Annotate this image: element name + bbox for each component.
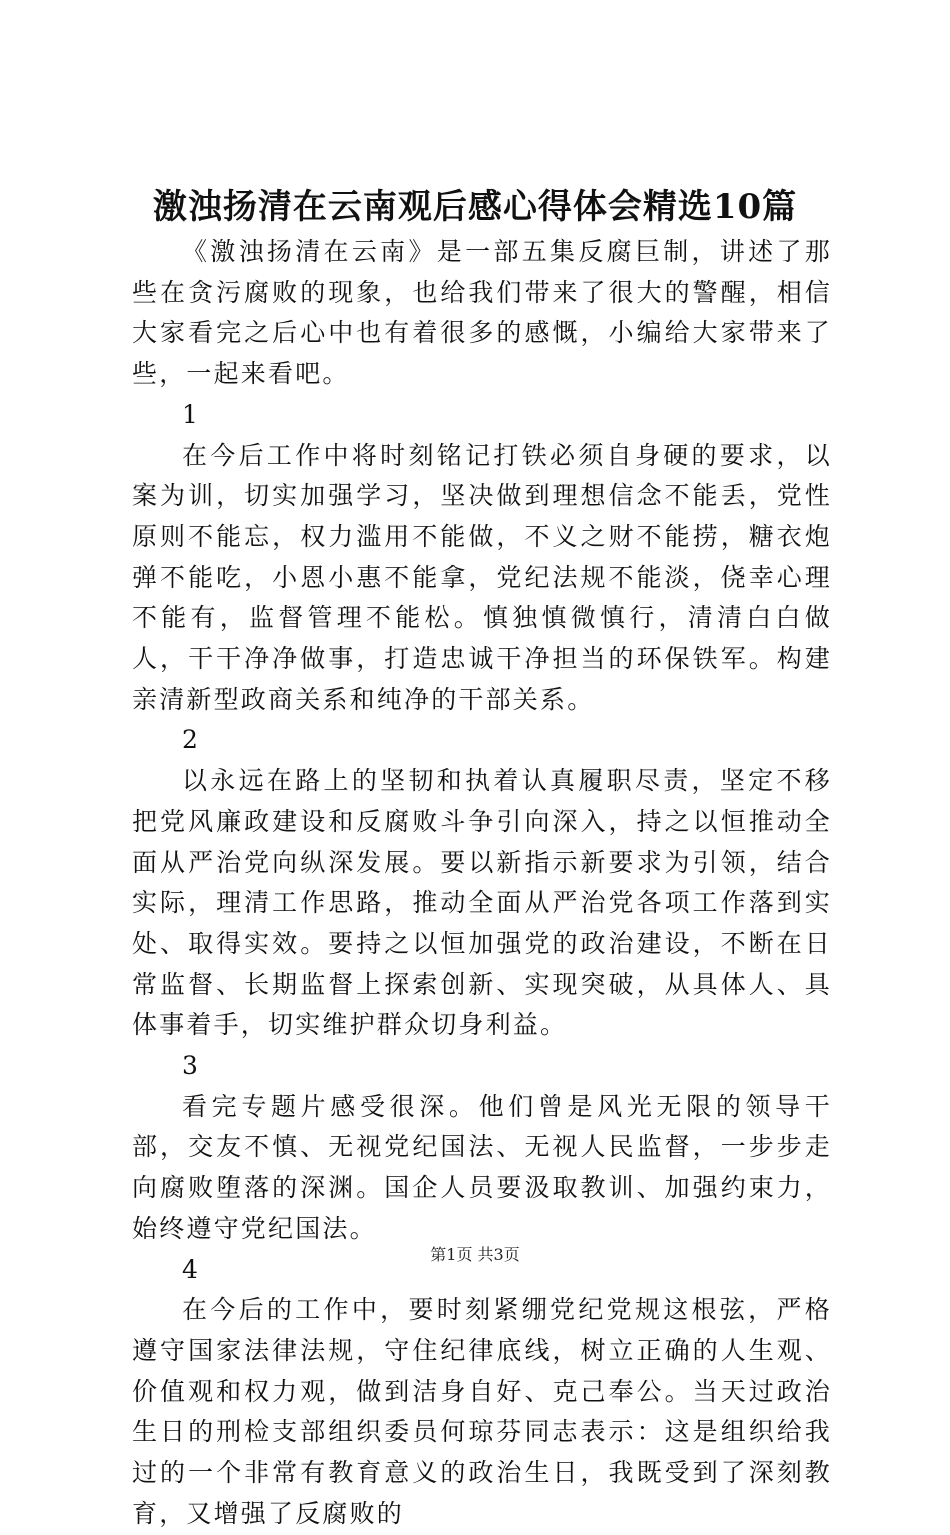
document-title: 激浊扬清在云南观后感心得体会精选10篇 bbox=[152, 187, 798, 227]
section-number: 3 bbox=[182, 1051, 201, 1081]
document-body bbox=[132, 232, 832, 1535]
section-paragraph: 在今后的工作中，要时刻紧绷党纪党规这根弦，严格遵守国家法律法规，守住纪律底线，树立正确的人生观、价值观和权力观，做到洁身自好、克己奉公。当天过政治生日的刑检支部组织委员何琼芬同志表示：这是组织给我过的一个非常有教育意义的政治生日，我既受到了深刻教育，又增强了反腐败的 bbox=[132, 1295, 832, 1528]
section-paragraph: 看完专题片感受很深。他们曾是风光无限的领导干部，交友不慎、无视党纪国法、无视人民监督，一步步走向腐败堕落的深渊。国企人员要汲取教训、加强约束力，始终遵守党纪国法。 bbox=[132, 1091, 832, 1243]
section-number: 1 bbox=[182, 399, 201, 429]
section-number: 4 bbox=[182, 1254, 201, 1284]
intro-paragraph: 《激浊扬清在云南》是一部五集反腐巨制，讲述了那些在贪污腐败的现象，也给我们带来了很大的警醒，相信大家看完之后心中也有着很多的感慨，小编给大家带来了些，一起来看吧。 bbox=[132, 237, 832, 389]
section-paragraph: 以永远在路上的坚韧和执着认真履职尽责，坚定不移把党风廉政建设和反腐败斗争引向深入，持之以恒推动全面从严治党向纵深发展。要以新指示新要求为引领，结合实际，理清工作思路，推动全面从严治党各项工作落到实处、取得实效。要持之以恒加强党的政治建设，不断在日常监督、长期监督上探索创新、实现突破，从具体人、具体事着手，切实维护群众切身利益。 bbox=[132, 766, 832, 1040]
page-footer: 第1页 共3页 bbox=[430, 1245, 520, 1264]
section-number: 2 bbox=[182, 725, 201, 755]
section-paragraph: 在今后工作中将时刻铭记打铁必须自身硬的要求，以案为训，切实加强学习，坚决做到理想信念不能丢，党性原则不能忘，权力滥用不能做，不义之财不能捞，糖衣炮弹不能吃，小恩小惠不能拿，党纪法规不能淡，侥幸心理不能有，监督管理不能松。慎独慎微慎行，清清白白做人，干干净净做事，打造忠诚干净担当的环保铁军。构建亲清新型政商关系和纯净的干部关系。 bbox=[132, 440, 832, 714]
